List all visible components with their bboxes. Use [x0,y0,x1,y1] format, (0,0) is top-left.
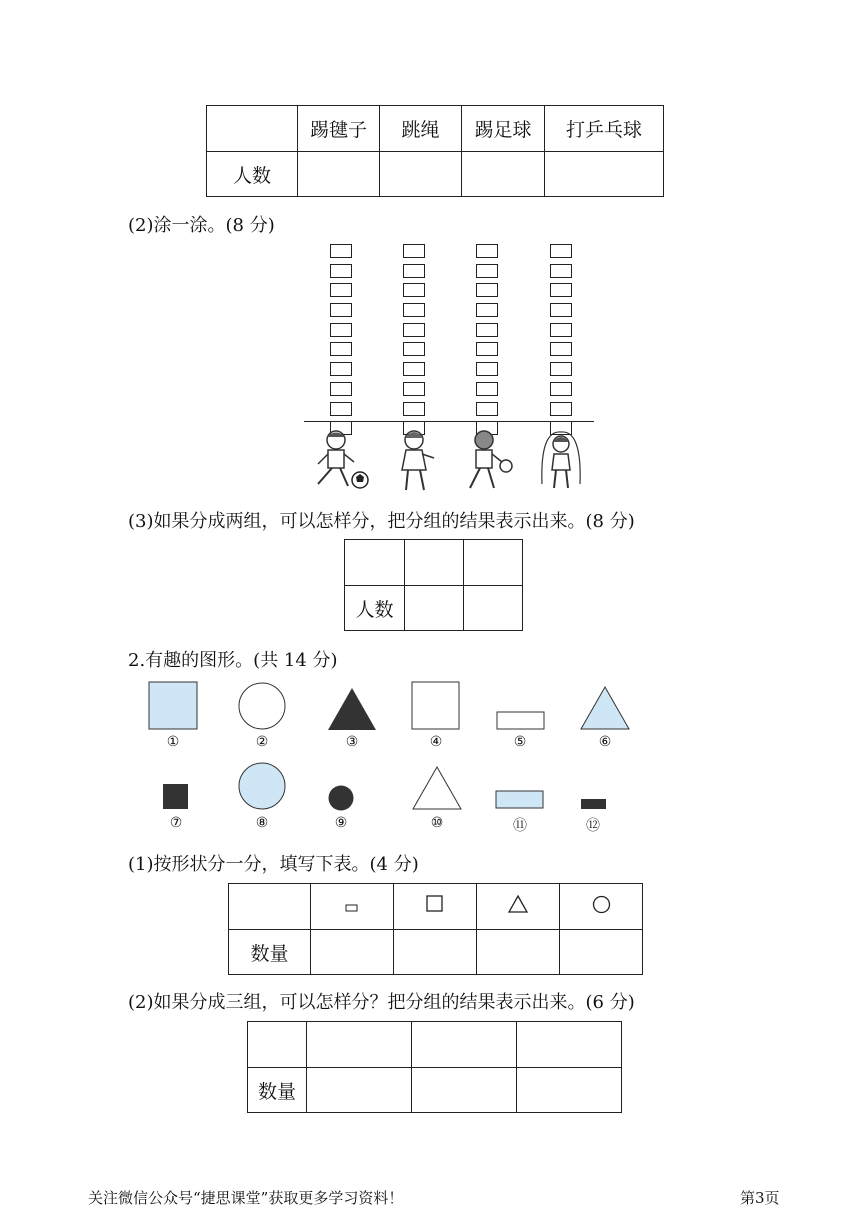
coloring-box[interactable] [550,323,572,337]
rectangle-icon [345,904,359,913]
coloring-box[interactable] [403,283,425,297]
coloring-box[interactable] [550,244,572,258]
answer-cell[interactable] [412,1022,517,1068]
answer-cell[interactable] [405,586,464,631]
footer-promo: 关注微信公众号“捷思课堂”获取更多学习资料！ [88,1189,404,1207]
page-number: 第3页 [740,1189,780,1207]
coloring-box[interactable] [330,303,352,317]
table-corner-cell [207,106,298,152]
three-group-table [247,1021,622,1113]
two-group-table [344,539,523,631]
coloring-box[interactable] [403,382,425,396]
coloring-column [403,244,425,441]
answer-cell[interactable] [560,930,643,975]
header-football: 踢足球 [462,106,545,152]
coloring-box[interactable] [403,402,425,416]
coloring-box[interactable] [403,264,425,278]
coloring-box[interactable] [330,264,352,278]
coloring-box[interactable] [330,382,352,396]
shape-number: ③ [345,734,359,750]
shape-number: ⑧ [255,815,269,831]
answer-cell[interactable] [477,930,560,975]
table-corner-cell [248,1022,307,1068]
coloring-box[interactable] [330,244,352,258]
answer-cell[interactable] [345,540,405,586]
coloring-box[interactable] [330,402,352,416]
question-2-1-label: (1)按形状分一分，填写下表。(4 分) [128,854,419,875]
coloring-box[interactable] [476,264,498,278]
question-2-label: 2.有趣的图形。(共 14 分) [128,650,338,671]
shape-number: ⑪ [513,818,527,834]
shape-11-rectangle-icon [495,790,545,810]
shape-number: ⑦ [169,815,183,831]
header-jumprope: 跳绳 [380,106,462,152]
answer-cell[interactable] [464,540,523,586]
header-jianzi: 踢毽子 [298,106,380,152]
header-square [394,884,477,930]
answer-cell[interactable] [464,586,523,631]
shape-10-triangle-icon [411,766,463,811]
coloring-box[interactable] [476,283,498,297]
answer-cell[interactable] [517,1022,622,1068]
row-label-quantity: 数量 [229,930,311,975]
shape-count-table [228,883,643,975]
coloring-box[interactable] [330,323,352,337]
shape-number: ⑤ [513,734,527,750]
answer-cell[interactable] [405,540,464,586]
shape-3-triangle-icon [327,687,377,731]
shape-9-circle-icon [327,784,355,812]
coloring-box[interactable] [476,303,498,317]
coloring-box[interactable] [550,283,572,297]
answer-cell[interactable] [307,1068,412,1113]
shape-8-circle-icon [236,761,288,811]
shape-12-rectangle-icon [580,798,608,811]
header-triangle [477,884,560,930]
header-circle [560,884,643,930]
coloring-box[interactable] [476,342,498,356]
shape-number: ⑩ [430,815,444,831]
coloring-box[interactable] [476,362,498,376]
coloring-box[interactable] [403,303,425,317]
football-kid-icon [308,428,370,494]
header-rectangle [311,884,394,930]
coloring-box[interactable] [476,323,498,337]
shape-number: ⑫ [586,818,600,834]
answer-cell[interactable] [394,930,477,975]
answer-cell[interactable] [380,152,462,197]
shape-1-square-icon [148,681,200,731]
coloring-box[interactable] [330,283,352,297]
question-1-3-label: (3)如果分成两组，可以怎样分，把分组的结果表示出来。(8 分) [128,511,635,532]
coloring-box[interactable] [403,362,425,376]
coloring-box[interactable] [476,402,498,416]
coloring-box[interactable] [330,342,352,356]
question-2-2-label: (2)如果分成三组，可以怎样分？把分组的结果表示出来。(6 分) [128,992,635,1013]
coloring-box[interactable] [550,362,572,376]
basketball-kid-icon [462,428,516,494]
shape-4-square-icon [411,681,461,731]
shape-6-triangle-icon [579,686,631,731]
coloring-box[interactable] [550,382,572,396]
activity-table [206,105,664,197]
coloring-box[interactable] [476,244,498,258]
answer-cell[interactable] [517,1068,622,1113]
coloring-box[interactable] [403,244,425,258]
coloring-column [476,244,498,441]
header-pingpong: 打乒乓球 [545,106,664,152]
row-label-quantity: 数量 [248,1068,307,1113]
coloring-column [330,244,352,441]
row-label-count: 人数 [345,586,405,631]
answer-cell[interactable] [412,1068,517,1113]
triangle-icon [508,895,528,913]
row-label-count: 人数 [207,152,298,197]
coloring-box[interactable] [403,342,425,356]
answer-cell[interactable] [307,1022,412,1068]
coloring-box[interactable] [550,402,572,416]
answer-cell[interactable] [298,152,380,197]
answer-cell[interactable] [545,152,664,197]
answer-cell[interactable] [311,930,394,975]
shape-number: ④ [429,734,443,750]
coloring-box[interactable] [550,303,572,317]
table-corner-cell [229,884,311,930]
shape-number: ⑥ [598,734,612,750]
shape-5-rectangle-icon [496,711,546,731]
coloring-box[interactable] [330,362,352,376]
coloring-box[interactable] [403,323,425,337]
coloring-box[interactable] [550,264,572,278]
question-1-2-label: (2)涂一涂。(8 分) [128,215,275,236]
square-icon [426,895,444,913]
circle-icon [592,895,611,914]
jianzi-kid-icon [394,428,440,494]
answer-cell[interactable] [462,152,545,197]
baseline [304,421,594,422]
shape-number: ⑨ [334,815,348,831]
coloring-column [550,244,572,441]
coloring-box[interactable] [476,382,498,396]
coloring-box[interactable] [550,342,572,356]
shape-number: ② [255,734,269,750]
shape-number: ① [166,734,180,750]
shape-2-circle-icon [236,681,288,731]
jumprope-kid-icon [536,428,586,494]
shape-7-square-icon [162,783,190,811]
